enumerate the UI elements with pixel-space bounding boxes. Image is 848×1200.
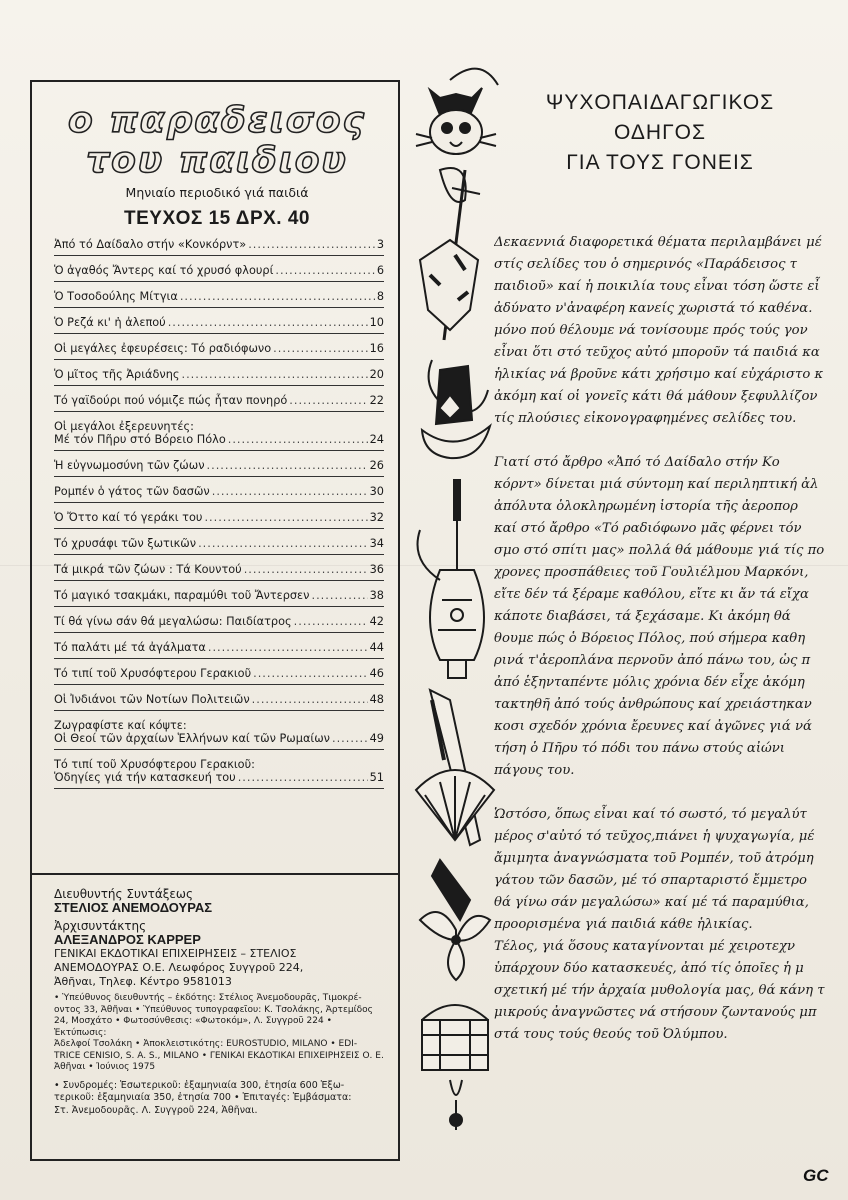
magazine-title-line2: του παιδιου (86, 140, 348, 181)
guide-paragraph-3 (494, 804, 848, 1046)
decorative-illustration-strip (410, 60, 502, 1140)
toc-entry-title: Τό παλάτι μέ τά ἀγάλματα (54, 641, 206, 654)
toc-page-number: 42 (369, 615, 384, 628)
dot-leader (204, 511, 367, 524)
toc-entry-title: Ὁ Τοσοδούλης Μίτγια (54, 290, 178, 303)
magazine-title-line1: ο παραδεισος (68, 100, 366, 141)
toc-entry (54, 693, 384, 711)
toc-entry-line (54, 563, 384, 576)
guide-text-line: θουμε πώς ὁ Βόρειος Πόλος, πού σήμερα καθη (494, 631, 806, 646)
toc-page-number: 8 (376, 290, 384, 303)
editor-role: Ἀρχισυντάκτης (54, 919, 147, 933)
guide-text-line: γάτου τῶν δασῶν, μέ τό σπαρταριστό ἔμμετρο (494, 873, 807, 888)
imprint-line1: • Ὑπεύθυνος διευθυντής – ἐκδότης: Στέλιος Ἀνεμοδουρᾶς, Τιμοκρέ- (54, 993, 362, 1003)
toc-entry-title: Τό μαγικό τσακμάκι, παραμύθι τοῦ Ἄντερσεν (54, 589, 310, 602)
cat-musketeer-icon (416, 69, 498, 154)
subscriptions-line3: Στ. Ἀνεμοδουρᾶς. Λ. Συγγροῦ 224, Ἀθῆναι. (54, 1104, 258, 1116)
guide-text-line: ἀκόμη καί οἱ γονεῖς κάτι θά μάθουν ξεφυλλίζον (494, 389, 818, 404)
toc-entry (54, 290, 384, 308)
imprint-line5: TRICE CENISIO, S. A. S., MILANO • ΓΕΝΙΚΑΙ ΕΚΔΟΤΙΚΑΙ ΕΠΙΧΕΙΡΗΣΕΙΣ Ο. Ε. (54, 1050, 384, 1061)
toc-entry-title: Οἱ μεγάλες ἐφευρέσεις: Τό ραδιόφωνο (54, 342, 272, 355)
credits-panel (30, 873, 400, 1161)
toc-entry (54, 537, 384, 555)
toc-entry-line (54, 290, 384, 303)
publisher-line3: Ἀθῆναι, Τηλεφ. Κέντρο 9581013 (54, 975, 232, 988)
toc-entry-title: Μέ τόν Πῆρυ στό Βόρειο Πόλο (54, 433, 226, 446)
guide-text-line: ὑπάρχουν δύο κατασκευές, ἀπό τίς ὁποῖες ἡ μ (494, 961, 804, 976)
guide-text-line: ἡλικίας νά βροῦνε κάτι χρήσιμο καί εὐχάριστο κ (494, 367, 824, 382)
dot-leader (244, 563, 368, 576)
dot-leader (180, 290, 375, 303)
toc-page-number: 46 (369, 667, 384, 680)
toc-entry-heading: Τό τιπί τοῦ Χρυσόφτερου Γερακιοῦ: (54, 758, 255, 771)
toc-entry (54, 719, 384, 750)
toc-page-number: 3 (376, 238, 384, 251)
guide-text-line: ἀπό ἑξηνταπέντε μόλις χρόνια δέν εἶχε ἀκόμη (494, 675, 805, 690)
publisher-line2: ΑΝΕΜΟΔΟΥΡΑΣ Ο.Ε. Λεωφόρος Συγγροῦ 224, (54, 961, 304, 974)
guide-text-line: τήση ὁ Πῆρυ τό πόδι του πάνω στούς αἰώνι (494, 741, 785, 756)
imprint-line6: Ἀθῆναι • Ἰούνιος 1975 (54, 1062, 156, 1072)
guide-body-text (494, 232, 848, 1068)
toc-entry-title: Οἱ Ἰνδιάνοι τῶν Νοτίων Πολιτειῶν (54, 693, 250, 706)
dot-leader (289, 394, 367, 407)
parents-guide-title (505, 88, 815, 178)
table-of-contents (54, 238, 384, 797)
toc-entry-line (54, 485, 384, 498)
guide-text-line: ἄμιμητα ἀναγνώσματα τοῦ Ρομπέν, τοῦ ἀτρόμη (494, 851, 814, 866)
toc-entry-line (54, 264, 384, 277)
toc-entry-line (54, 732, 384, 745)
treasure-chest-icon (422, 1005, 488, 1130)
dot-leader (311, 589, 367, 602)
guide-text-line: ἀδύνατο ν'ἀναφέρη κανείς χωριστά τό καθένα. (494, 301, 813, 316)
dot-leader (253, 667, 368, 680)
guide-text-line: Δεκαεννιά διαφορετικά θέματα περιλαμβάνει μέ (494, 235, 822, 250)
guide-paragraph-1 (494, 232, 848, 430)
toc-page-number: 20 (369, 368, 384, 381)
imprint-line3: 24, Μοσχάτο • Φωτοσύνθεσις: «Φωτοκόμ», Λ. Συγγροῦ 224 • Ἐκτύπωσις: (54, 1016, 332, 1038)
toc-entry (54, 238, 384, 256)
toc-entry (54, 589, 384, 607)
dot-leader (332, 732, 368, 745)
dot-leader (208, 641, 368, 654)
toc-page-number: 24 (369, 433, 384, 446)
guide-text-line: ἀπόλυτα ὁλοκληρωμένη ἱστορία τῆς ἀεροπορ (494, 499, 798, 514)
toc-entry (54, 615, 384, 633)
guide-text-line: μέρος σ'αὐτό τό τεῦχος,πιάνει ἡ ψυχαγωγία, μέ (494, 829, 815, 844)
toc-entry-title: Ὁ Ὄττο καί τό γεράκι του (54, 511, 203, 524)
toc-entry (54, 394, 384, 412)
dot-leader (252, 693, 368, 706)
dot-leader (238, 771, 368, 784)
guide-text-line: σμο στό σπίτι μας» πολλά θά μάθουμε γιά τίς πο (494, 543, 825, 558)
toc-entry (54, 342, 384, 360)
gc-logo: GC (803, 1166, 829, 1185)
toc-entry-line (54, 771, 384, 784)
toc-entry-line (54, 459, 384, 472)
dot-leader (212, 485, 368, 498)
guide-title-line2: ΟΔΗΓΟΣ (614, 121, 706, 144)
director-name: ΣΤΕΛΙΟΣ ΑΝΕΜΟΔΟΥΡΑΣ (54, 900, 213, 915)
dot-leader (181, 368, 367, 381)
toc-entry (54, 485, 384, 503)
toc-entry-line (54, 433, 384, 446)
guide-text-line: τίς πλούσιες εἰκονογραφημένες σελίδες του. (494, 411, 797, 426)
toc-entry-line (54, 316, 384, 329)
guide-text-line: Ὡστόσο, ὅπως εἶναι καί τό σωστό, τό μεγαλύτ (494, 807, 807, 822)
toc-page-number: 26 (369, 459, 384, 472)
guide-text-line: Γιατί στό ἄρθρο «Ἀπό τό Δαίδαλο στήν Κο (494, 455, 780, 470)
guide-text-line: Τέλος, γιά ὅσους καταγίνονται μέ χειροτεχν (494, 939, 796, 954)
toc-entry-title: Ὁ Ρεζά κι' ἡ ἀλεπού (54, 316, 166, 329)
toc-entry-title: Ὁδηγίες γιά τήν κατασκευή του (54, 771, 236, 784)
toc-page-number: 48 (369, 693, 384, 706)
guide-text-line: κάποτε διαβάσει, τά ξεχάσαμε. Κι ἀκόμη θά (494, 609, 791, 624)
guide-paragraph-2 (494, 452, 848, 782)
guide-text-line: μικρούς ἀναγνῶστες νά στήσουν ζωντανούς μπ (494, 1005, 817, 1020)
toc-entry-title: Ρομπέν ὁ γάτος τῶν δασῶν (54, 485, 210, 498)
toc-entry-line (54, 537, 384, 550)
toc-entry-line (54, 667, 384, 680)
toc-entry-title: Τά μικρά τῶν ζώων : Τά Κουντού (54, 563, 242, 576)
toc-page-number: 10 (369, 316, 384, 329)
toc-entry-line (54, 693, 384, 706)
guide-text-line: τακτηθῆ ἀπό τούς ἀνθρώπους καί χρειάστηκαν (494, 697, 812, 712)
subscriptions-text (54, 1080, 384, 1118)
toc-entry (54, 511, 384, 529)
toc-entry-title: Ὁ ἀγαθός Ἄντερς καί τό χρυσό φλουρί (54, 264, 274, 277)
toc-entry-heading: Οἱ μεγάλοι ἐξερευνητές: (54, 420, 194, 433)
fez-hat-icon (422, 366, 490, 458)
dot-leader (248, 238, 375, 251)
toc-entry (54, 563, 384, 581)
dagger-fan-icon (416, 690, 494, 920)
toc-entry (54, 758, 384, 789)
guide-text-line: στίς σελίδες του ὁ σημερινός «Παράδεισος τ (494, 257, 797, 272)
dot-leader (168, 316, 368, 329)
toc-entry-line (54, 615, 384, 628)
subscriptions-line2: τερικοῦ: ἑξαμηνιαία 350, ἐτησία 700 • Ἐπιταγές: Ἐμβάσματα: (54, 1092, 352, 1103)
dot-leader (198, 537, 368, 550)
toc-entry (54, 641, 384, 659)
guide-text-line: πάγους του. (494, 763, 575, 778)
toc-page-number: 30 (369, 485, 384, 498)
toc-entry (54, 368, 384, 386)
guide-text-line: μόνο πού θέλουμε νά τονίσουμε πρός τούς γον (494, 323, 808, 338)
publisher-line1: ΓΕΝΙΚΑΙ ΕΚΔΟΤΙΚΑΙ ΕΠΙΧΕΙΡΗΣΕΙΣ – ΣΤΕΛΙΟΣ (54, 947, 297, 960)
guide-text-line: σχετική μέ τήν ἀρχαία μυθολογία μας, θά κάνη τ (494, 983, 825, 998)
guide-text-line: εἶναι ὅτι στό τεῦχος αὐτό μποροῦν τά παιδιά κα (494, 345, 820, 360)
toc-entry-line (54, 589, 384, 602)
guide-text-line: χρονες προσπάθειες τοῦ Γουλιέλμου Μαρκόνι, (494, 565, 809, 580)
dot-leader (273, 342, 367, 355)
toc-entry-line (54, 511, 384, 524)
toc-page-number: 38 (369, 589, 384, 602)
guide-text-line: κοσι σχεδόν χρόνια ἔρευνες καί ἀγῶνες γιά νά (494, 719, 812, 734)
toc-entry-line (54, 641, 384, 654)
director-role: Διευθυντής Συντάξεως (54, 887, 194, 901)
subscriptions-line1: • Συνδρομές: Ἐσωτερικοῦ: ἑξαμηνιαία 300, ἐτησία 600 Ἐξω- (54, 1079, 345, 1091)
dot-leader (275, 264, 374, 277)
toc-entry-title: Οἱ Θεοί τῶν ἀρχαίων Ἑλλήνων καί τῶν Ρωμαίων (54, 732, 330, 745)
toc-page-number: 32 (369, 511, 384, 524)
toc-entry-title: Τό χρυσάφι τῶν ξωτικῶν (54, 537, 197, 550)
guide-text-line: κόρντ» δίνεται μιά σύντομη καί περιληπτική ἀλ (494, 477, 819, 492)
dot-leader (228, 433, 368, 446)
guide-text-line: ρινά τ'ἀεροπλάνα περνοῦν ἀπό πάνω του, ὡς π (494, 653, 811, 668)
guide-title-line3: ΓΙΑ ΤΟΥΣ ΓΟΝΕΙΣ (566, 151, 754, 174)
toc-entry (54, 667, 384, 685)
toc-page-number: 44 (369, 641, 384, 654)
toc-page-number: 34 (369, 537, 384, 550)
toc-page-number: 6 (376, 264, 384, 277)
issue-and-price: ΤΕΥΧΟΣ 15 ΔΡΧ. 40 (124, 208, 310, 229)
toc-entry-title: Ὁ μῖτος τῆς Ἀριάδνης (54, 368, 180, 381)
toc-page-number: 16 (369, 342, 384, 355)
toc-entry-title: Ἡ εὐγνωμοσύνη τῶν ζώων (54, 459, 205, 472)
guide-text-line: καί στό ἄρθρο «Τό ραδιόφωνο μᾶς φέρνει τόν (494, 521, 802, 536)
guide-text-line: παιδιοῦ» καί ἡ ποικιλία τους εἶναι τόση ὥστε εἶ (494, 279, 820, 294)
toc-page-number: 49 (369, 732, 384, 745)
toc-entry (54, 459, 384, 477)
magazine-subtitle: Μηνιαίο περιοδικό γιά παιδιά (125, 185, 309, 200)
guide-title-line1: ΨΥΧΟΠΑΙΔΑΓΩΓΙΚΟΣ (545, 91, 775, 114)
imprint-text (54, 993, 384, 1074)
toc-entry-title: Τό τιπί τοῦ Χρυσόφτερου Γερακιοῦ (54, 667, 252, 680)
imprint-line2: οντος 33, Ἀθῆναι • Ὑπεύθυνος τυπογραφεῖου: Κ. Τσολάκης, Ἀρτεμίδος (54, 1004, 373, 1015)
guide-text-line: εἴτε δέν τά ξέραμε καθόλου, εἴτε κι ἄν τά εἴχα (494, 587, 809, 602)
toc-entry (54, 264, 384, 282)
toc-entry (54, 316, 384, 334)
lily-flower-icon (420, 912, 490, 980)
toc-page-number: 22 (369, 394, 384, 407)
guide-text-line: στά τους τούς θεούς τοῦ Ὀλύμπου. (494, 1027, 728, 1042)
toc-entry-line (54, 394, 384, 407)
dot-leader (294, 615, 368, 628)
toc-entry-title: Τί θά γίνω σάν θά μεγαλώσω: Παιδίατρος (54, 615, 292, 628)
editor-name: ΑΛΕΞΑΝΔΡΟΣ ΚΑΡΡΕΡ (54, 932, 201, 947)
toc-entry-line (54, 342, 384, 355)
dot-leader (207, 459, 368, 472)
toc-entry-line (54, 238, 384, 251)
toc-entry-line (54, 368, 384, 381)
guide-text-line: θά γίνω σάν μεγαλώσω» καί μέ τά παραμύθια, (494, 895, 809, 910)
hookah-icon (418, 480, 485, 678)
contents-panel (30, 80, 400, 875)
toc-page-number: 36 (369, 563, 384, 576)
imprint-line4: Ἀδελφοί Τσολάκη • Ἀποκλειστικότης: EUROSTUDIO, MILANO • EDI- (54, 1039, 358, 1049)
toc-entry (54, 420, 384, 451)
toc-entry-title: Ἀπό τό Δαίδαλο στήν «Κονκόρντ» (54, 238, 247, 251)
toc-page-number: 51 (369, 771, 384, 784)
toc-entry-heading: Ζωγραφίστε καί κόψτε: (54, 719, 187, 732)
guide-text-line: προορισμένα γιά παιδιά κάθε ἡλικίας. (494, 917, 753, 932)
toc-entry-title: Τό γαϊδούρι πού νόμιζε πώς ἦταν πονηρό (54, 394, 288, 407)
